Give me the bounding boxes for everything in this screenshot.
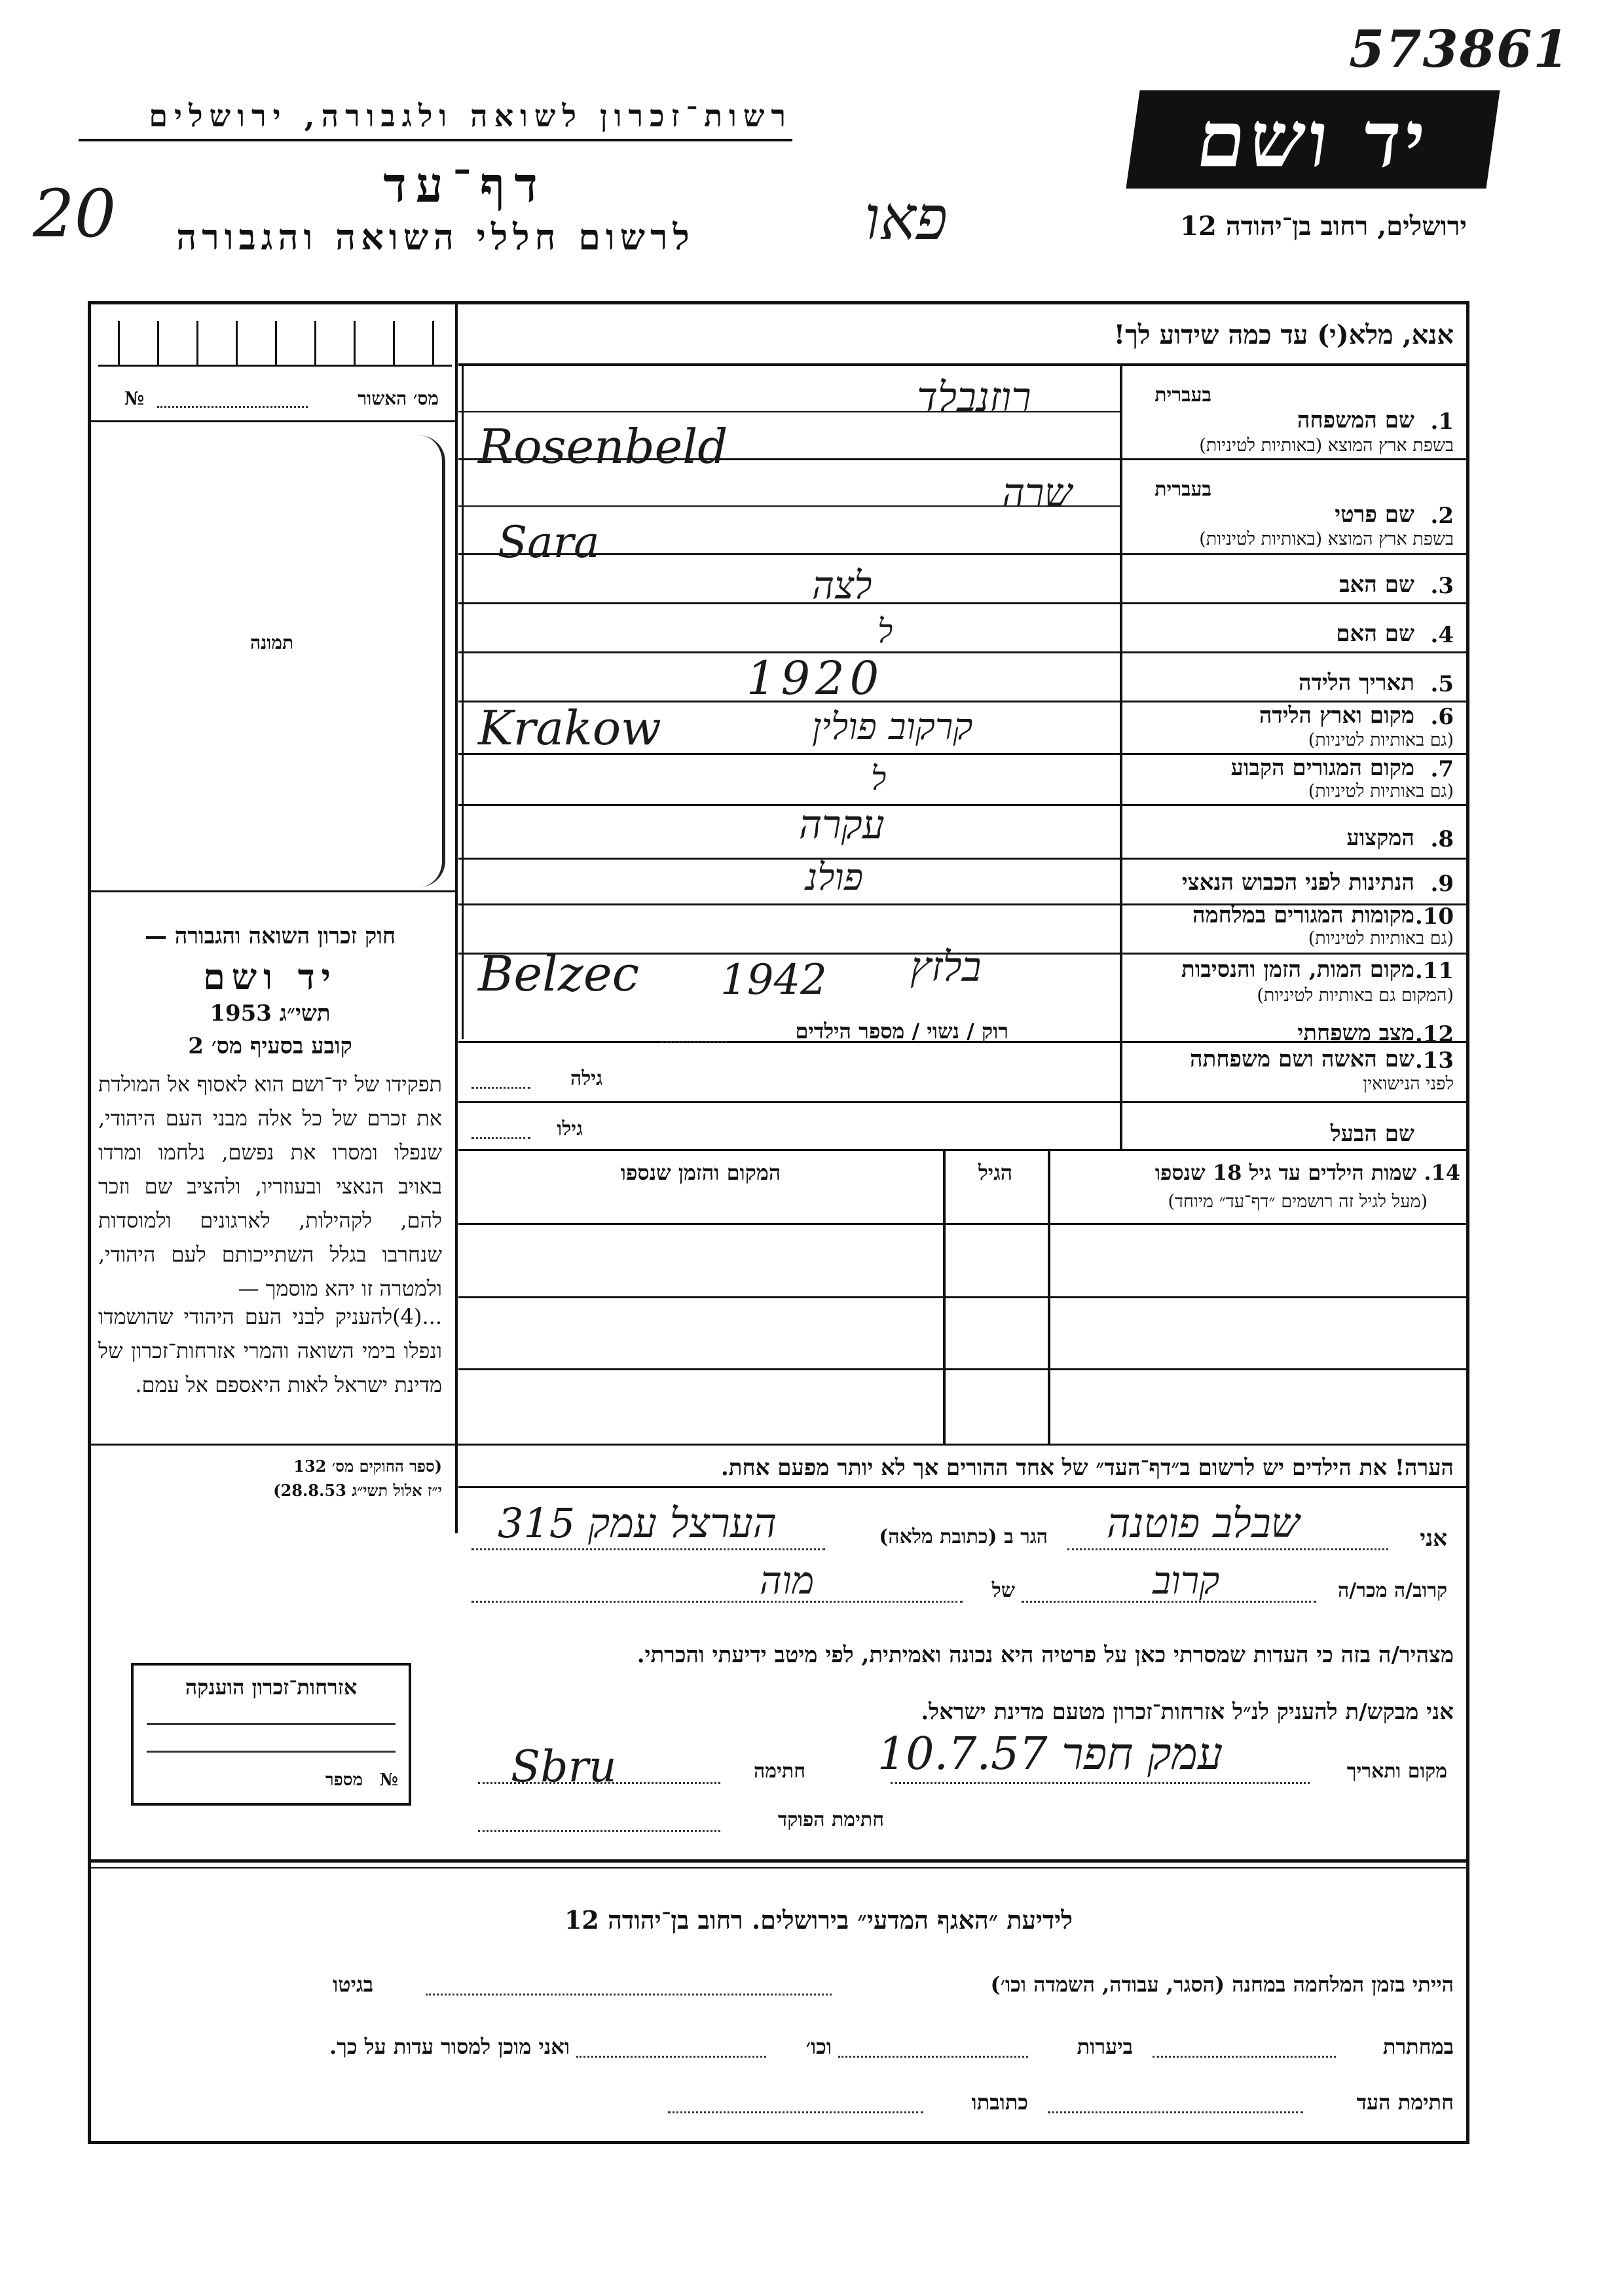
field-6-note: (גם באותיות לטיניות) xyxy=(1308,730,1454,750)
declarant-of-field[interactable] xyxy=(471,1601,963,1603)
field-7-number: 7. xyxy=(1430,756,1454,782)
authority-line: רשות־זכרון לשואה ולגבורה, ירושלים xyxy=(149,98,792,134)
request-text: אני מבקש/ת להעניק לנ״ל אזרחות־זכרון מטעם מדינת ישראל. xyxy=(921,1699,1454,1725)
declarant-of-label: של xyxy=(991,1579,1015,1602)
approval-number-field[interactable] xyxy=(157,406,308,408)
row-rule xyxy=(458,651,1467,653)
field-2-note: בשפת ארץ המוצא (באותיות לטיניות) xyxy=(1199,529,1454,549)
declarant-relation-label: קרוב/ה מכר/ה xyxy=(1338,1579,1447,1602)
footer-etc-label: וכו׳ xyxy=(805,2034,832,2059)
margin-note-center: פאו xyxy=(864,183,948,253)
declarant-i-label: אני xyxy=(1420,1525,1447,1552)
footer-forests-label: ביערות xyxy=(1077,2034,1133,2059)
intro-rule xyxy=(458,363,1467,366)
law-reference-2: י״ז אלול תשי״ג 28.8.53) xyxy=(273,1481,442,1500)
footer-forests-field[interactable] xyxy=(838,2056,1028,2058)
field-1-tag: בעברית xyxy=(1154,384,1211,407)
field-5-label: תאריך הלידה xyxy=(1298,670,1414,696)
citizenship-number-suffix: № xyxy=(379,1770,398,1790)
place-date-label: מקום ותאריך xyxy=(1346,1760,1447,1783)
header-address: ירושלים, רחוב בן־יהודה 12 xyxy=(1180,211,1467,242)
field-13-age-input[interactable] xyxy=(471,1087,530,1089)
footer-underground-field[interactable] xyxy=(1153,2056,1336,2058)
approval-number-suffix: № xyxy=(124,388,144,409)
field-13-number: 13. xyxy=(1414,1048,1454,1074)
children-table-subtitle: (מעל לגיל זה רושמים ״דף־עד״ מיוחד) xyxy=(1168,1192,1428,1212)
children-bottom-rule xyxy=(89,1444,1468,1446)
field-2-number: 2. xyxy=(1430,503,1454,529)
citizenship-box-title: אזרחות־זכרון הוענקה xyxy=(185,1675,358,1700)
approval-number-label: מס׳ האשור xyxy=(358,388,439,409)
field-4-number: 4. xyxy=(1430,622,1454,648)
children-table-title: 14. שמות הילדים עד גיל 18 שנספו xyxy=(1154,1160,1460,1185)
field-11-note: (המקום גם באותיות לטיניות) xyxy=(1257,985,1454,1006)
field-3-value[interactable]: לצה xyxy=(812,563,872,608)
field-8-label: המקצוע xyxy=(1346,825,1414,851)
tick-ruler xyxy=(98,314,452,367)
intro-instruction: אנא, מלא(י) עד כמה שידוע לך! xyxy=(1113,319,1454,350)
row-rule xyxy=(458,602,1467,604)
declarant-residing-label: הגר ב (כתובת מלאה) xyxy=(879,1525,1048,1548)
field-10-number: 10. xyxy=(1414,903,1454,930)
form-subtitle: לרשום חללי השואה והגבורה xyxy=(176,216,695,258)
law-reference-1: (ספר החוקים מס׳ 132 xyxy=(293,1457,442,1476)
declarant-address-field[interactable] xyxy=(471,1548,825,1550)
footer-camp-label: הייתי בזמן המלחמה במחנה (הסגר, עבודה, השמדה וכו׳) xyxy=(990,1972,1454,1997)
file-number: 573861 xyxy=(1349,20,1570,79)
field-11-hebrew-value[interactable]: בלזץ xyxy=(910,943,982,991)
footer-witness-signature-field[interactable] xyxy=(1048,2111,1303,2113)
field-6-latin-value[interactable]: Krakow xyxy=(478,701,661,756)
footer-camp-field[interactable] xyxy=(426,1994,832,1995)
place-date-field[interactable] xyxy=(891,1782,1310,1784)
photo-label: תמונה xyxy=(249,632,294,653)
declarant-of-value[interactable]: מוה xyxy=(760,1558,815,1603)
declarant-relation-value[interactable]: קרוב xyxy=(1153,1558,1220,1603)
citizenship-box xyxy=(131,1663,411,1806)
row-rule xyxy=(458,553,1467,555)
field-1-label: שם המשפחה xyxy=(1297,407,1414,433)
declarant-relation-field[interactable] xyxy=(1022,1601,1316,1603)
field-9-label: הנתינות לפני הכבוש הנאצי xyxy=(1181,869,1414,896)
field-2-latin-value[interactable]: Sara xyxy=(498,517,600,568)
yad-vashem-logo xyxy=(1126,90,1500,189)
field-3-label: שם האב xyxy=(1339,572,1414,598)
husband-name-label: שם הבעל xyxy=(1330,1121,1414,1147)
field-1-note: בשפת ארץ המוצא (באותיות לטיניות) xyxy=(1199,435,1454,456)
footer-underground-label: במחתרת xyxy=(1382,2034,1454,2059)
citizenship-number-label: מספר xyxy=(325,1770,363,1790)
field-5-value[interactable]: 1920 xyxy=(747,651,885,705)
field-3-number: 3. xyxy=(1430,573,1454,599)
footer-etc-field[interactable] xyxy=(576,2056,766,2058)
declarant-address-value[interactable]: הערצל עמק 315 xyxy=(498,1499,777,1547)
law-title: חוק זכרון השואה והגבורה — xyxy=(144,923,396,949)
footer-witness-signature-label: חתימת העד xyxy=(1356,2090,1454,2115)
law-clause: קובע בסעיף מס׳ 2 xyxy=(188,1033,352,1059)
footer-rule-top-2 xyxy=(88,1867,1469,1868)
label-divider xyxy=(1120,365,1122,1150)
declaration-text: מצהיר/ה בזה כי העדות שמסרתי כאן על פרטיה היא נכונה ואמיתית, לפי מיטב ידיעתי והכרתי. xyxy=(637,1642,1454,1668)
row-rule xyxy=(458,1101,1467,1103)
footer-address-field[interactable] xyxy=(668,2111,923,2113)
field-12-number: 12. xyxy=(1414,1021,1454,1048)
remark-rule xyxy=(458,1486,1467,1488)
field-13-age-label: גילה xyxy=(570,1067,602,1090)
husband-age-label: גילו xyxy=(557,1118,583,1140)
official-signature-field[interactable] xyxy=(478,1830,720,1832)
place-date-value[interactable]: עמק חפר 10.7.57 xyxy=(877,1728,1223,1780)
photo-area xyxy=(101,435,445,887)
field-1-number: 1. xyxy=(1430,409,1454,435)
field-8-number: 8. xyxy=(1430,826,1454,852)
children-age-header: הגיל xyxy=(978,1160,1013,1185)
field-11-year-value[interactable]: 1942 xyxy=(720,956,827,1004)
field-13-note: לפני הנישואין xyxy=(1363,1074,1454,1094)
margin-note-left: 20 xyxy=(33,175,117,252)
footer-address-label: כתובתו xyxy=(971,2090,1028,2115)
field-12-label: מצב משפחתי xyxy=(1297,1020,1414,1046)
row-rule xyxy=(458,858,1467,860)
footer-rule-top xyxy=(88,1859,1469,1863)
field-7-value[interactable]: ל xyxy=(871,759,887,797)
field-2-hebrew-value[interactable]: שרה xyxy=(1002,470,1073,516)
field-7-note: (גם באותיות לטיניות) xyxy=(1308,781,1454,801)
signature-field[interactable] xyxy=(478,1782,720,1784)
field-9-number: 9. xyxy=(1430,871,1454,897)
field-11-label: מקום המות, הזמן והנסיבות xyxy=(1181,957,1414,983)
left-panel-divider xyxy=(455,302,458,1533)
row-rule xyxy=(458,1149,1467,1151)
approval-rule xyxy=(89,420,456,422)
logo-text: יד ושם xyxy=(1191,94,1435,185)
field-4-value[interactable]: ל xyxy=(877,612,893,650)
field-9-value[interactable]: פולנ xyxy=(805,856,864,899)
field-2-label: שם פרטי xyxy=(1335,501,1414,528)
law-top-rule xyxy=(89,890,456,892)
declarant-name-value[interactable]: שבלב פוטנה xyxy=(1107,1499,1300,1547)
header-rule xyxy=(79,139,792,141)
field-4-label: שם האם xyxy=(1336,621,1414,647)
law-text: תפקידו של יד־ושם הוא לאסוף אל המולדת את זכרם של כל אלה מבני העם היהודי, שנפלו ומסרו את נפשם, נלחמו ומרדו באויב הנאצי ובעוזריו, ולהציב שם וזכר להם, לקהילות, לארגונים ולמוסדות שנחרבו בגלל השתייכותם לעם היהודי, ולמטרה זו יהא מוסמך — xyxy=(98,1072,442,1301)
footer-ghetto-label: בגיטו xyxy=(333,1972,373,1997)
children-row-rule xyxy=(458,1296,1467,1298)
children-place-header: המקום והזמן שנספו xyxy=(620,1160,781,1185)
declarant-name-field[interactable] xyxy=(1067,1548,1388,1550)
field-12-options: רוק / נשוי / מספר הילדים xyxy=(795,1019,1008,1044)
signature-label: חתימה xyxy=(754,1760,805,1783)
law-name: יד ושם xyxy=(203,956,337,998)
field-11-latin-value[interactable]: Belzec xyxy=(478,946,640,1002)
field-2-tag: בעברית xyxy=(1154,478,1211,501)
signature-value[interactable]: Sbru xyxy=(511,1741,617,1792)
field-10-note: (גם באותיות לטיניות) xyxy=(1308,928,1454,949)
official-signature-label: חתימת הפוקד xyxy=(777,1808,884,1831)
law-text-2: ...(4)להעניק לבני העם היהודי שהושמדו ונפלו בימי השואה והמרי אזרחות־זכרון של מדינת ישראל לאות היאספם אל עמם. xyxy=(98,1304,442,1397)
field-12-children-count[interactable] xyxy=(661,1041,727,1043)
remark-note: הערה! את הילדים יש לרשום ב״דף־העד״ של אחד ההורים אך לא יותר מפעם אחת. xyxy=(720,1455,1454,1481)
field-6-number: 6. xyxy=(1430,704,1454,730)
field-7-label: מקום המגורים הקבוע xyxy=(1230,755,1414,781)
field-5-number: 5. xyxy=(1430,671,1454,697)
row-rule xyxy=(458,804,1467,806)
field-6-label: מקום וארץ הלידה xyxy=(1259,702,1414,729)
field-11-number: 11. xyxy=(1414,958,1454,984)
field-1-latin-value[interactable]: Rosenbeld xyxy=(478,419,728,474)
field-13-label: שם האשה ושם משפחתה xyxy=(1190,1046,1414,1072)
field-1-hebrew-value[interactable]: רוזנבלד xyxy=(917,373,1031,421)
field-6-hebrew-value[interactable]: קרקוב פולין xyxy=(812,706,973,748)
field-10-label: מקומות המגורים במלחמה xyxy=(1192,902,1414,928)
children-row-rule xyxy=(458,1368,1467,1370)
children-header-rule xyxy=(458,1223,1467,1225)
form-title: דף־עד xyxy=(383,157,547,213)
field-8-value[interactable]: עקרה xyxy=(799,802,885,848)
footer-willing-label: ואני מוכן למסור עדות על כך. xyxy=(329,2034,570,2059)
law-year: תשי״ג 1953 xyxy=(210,1000,331,1027)
husband-age-input[interactable] xyxy=(471,1137,530,1139)
footer-title: לידיעת ״האגף המדעי״ בירושלים. רחוב בן־יהודה 12 xyxy=(564,1905,1073,1935)
